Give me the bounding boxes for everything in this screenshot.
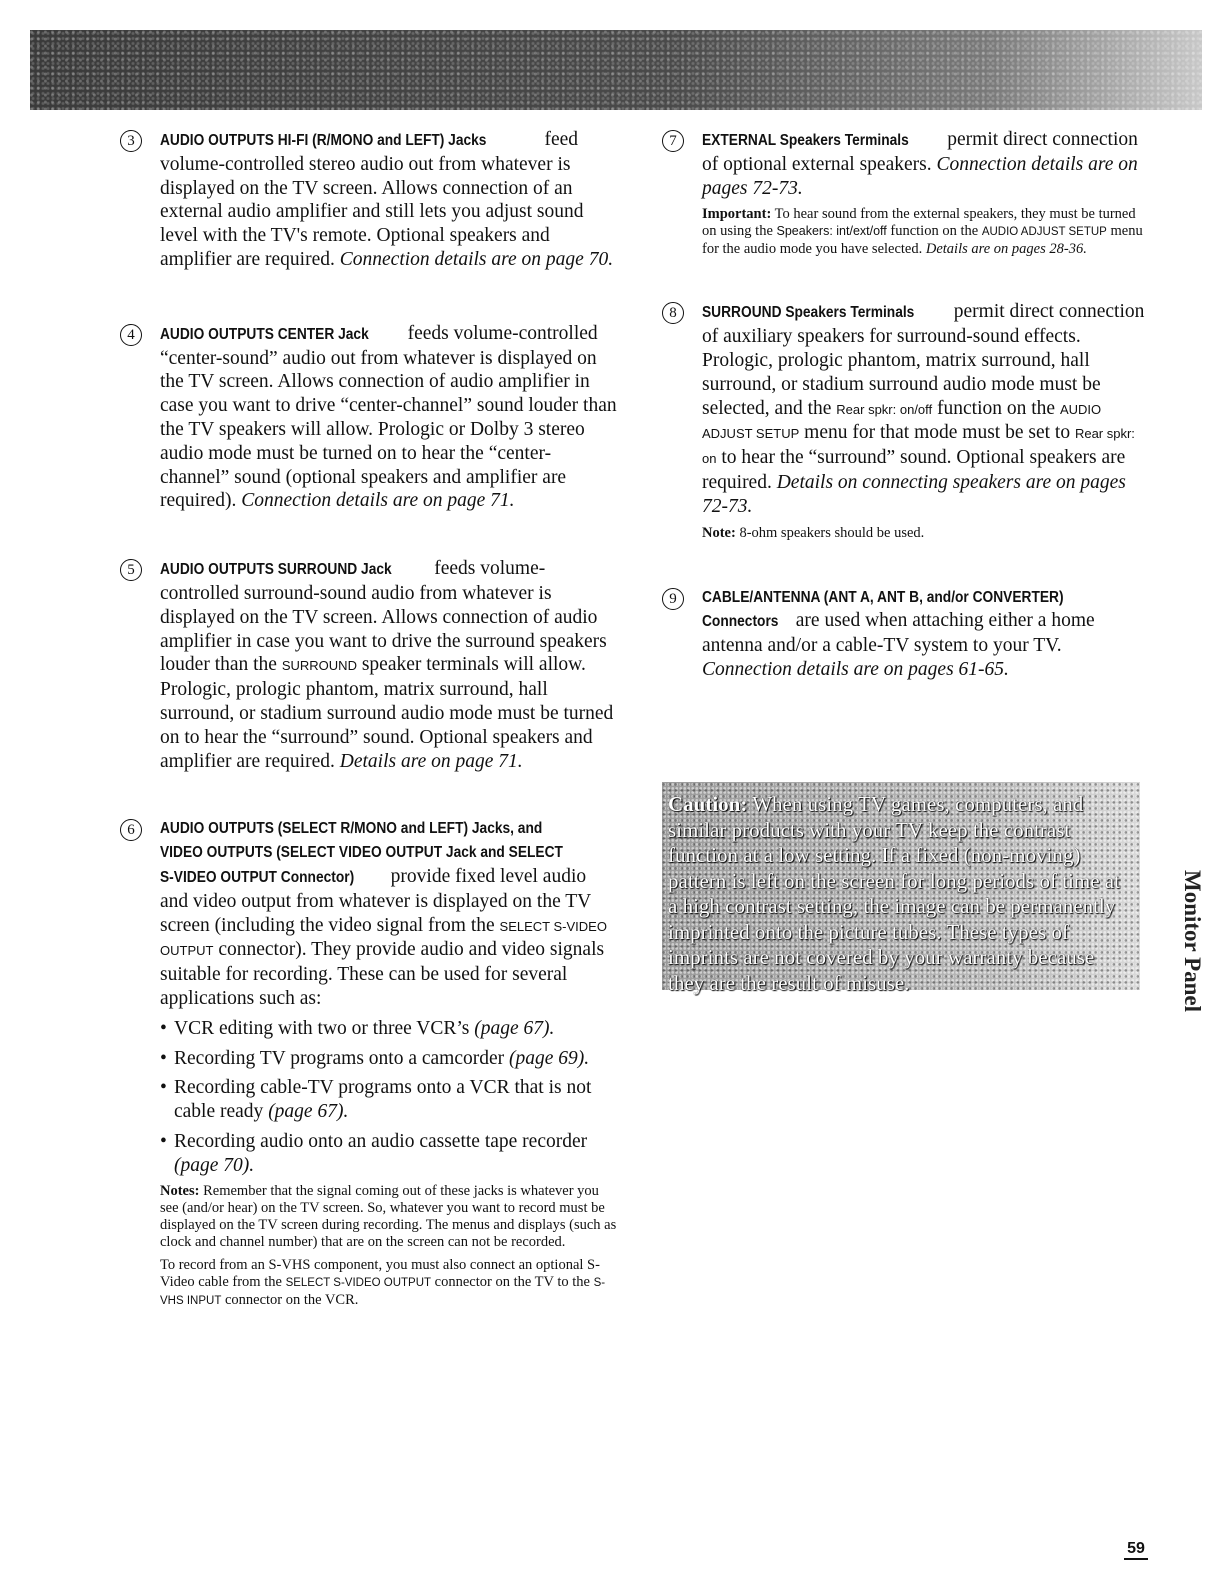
- item-body: permit direct connection of optional external speakers.: [702, 129, 1138, 175]
- item-body: speaker terminals will allow. Prologic, prologic phantom, matrix surround, hall surround, or stadium surround audio mode must be turned on to hear the “surround” sound. Optional speakers and amplifier are required.: [160, 654, 614, 772]
- item-body: permit direct connection of auxiliary speakers for surround-sound effects. Prologic, prologic phantom, matrix surround, hall surround, or stadium surround audio mode must be selected, and the: [702, 301, 1145, 419]
- item-6: [118, 817, 618, 1310]
- svhs-paragraph: To record from an S-VHS component, you must also connect an optional S-Video cable from the SELECT S-VIDEO OUTPUT connector on the TV to the S-VHS INPUT connector on the VCR.: [160, 1257, 606, 1309]
- item-heading: AUDIO OUTPUTS HI-FI (R/MONO and LEFT) Jacks: [160, 132, 487, 149]
- item-4: [118, 322, 618, 513]
- item-reference: Details on connecting speakers are on pages 72-73.: [702, 471, 1126, 517]
- notes-paragraph: [118, 1183, 618, 1251]
- item-heading-line-1: CABLE/ANTENNA (ANT A, ANT B, and/or CONVERTER): [702, 588, 1064, 606]
- small-caps-term: Rear spkr: on: [702, 426, 1135, 467]
- right-column: [660, 128, 1145, 682]
- item-body: provide fixed level audio and video output from whatever is displayed on the TV screen (including the video signal from the: [160, 865, 591, 936]
- item-7: [660, 128, 1145, 258]
- item-reference: Connection details are on page 71.: [241, 490, 515, 512]
- item-3: [118, 128, 618, 272]
- list-item: • Recording TV programs onto a camcorder (page 69).: [160, 1047, 618, 1071]
- notes-label: Notes:: [160, 1183, 200, 1200]
- list-item: • Recording cable-TV programs onto a VCR that is not cable ready (page 67).: [160, 1076, 618, 1124]
- item-number-6: 6: [120, 819, 142, 841]
- item-number-9: 9: [662, 588, 684, 610]
- caution-label: Caution:: [668, 792, 748, 816]
- speaker-note: Note: 8-ohm speakers should be used.: [702, 524, 925, 541]
- item-9: [660, 586, 1145, 682]
- small-caps-term: SURROUND: [281, 658, 357, 674]
- item-heading: SURROUND Speakers Terminals: [702, 304, 915, 322]
- item-body: are used when attaching either a home antenna and/or a cable-TV system to your TV.: [702, 610, 1095, 657]
- small-caps-term: Rear spkr: on/off: [836, 401, 933, 417]
- item-heading: AUDIO OUTPUTS SURROUND Jack: [160, 561, 392, 579]
- item-body: connector). They provide audio and video signals suitable for recording. These can be used for several applications such as:: [160, 939, 605, 1009]
- list-item: • Recording audio onto an audio cassette tape recorder (page 70).: [160, 1130, 618, 1178]
- item-reference: Connection details are on pages 61-65.: [702, 658, 1009, 680]
- notes-text: Remember that the signal coming out of these jacks is whatever you see (and/or hear) on the TV screen. So, whatever you want to record must be displayed on the TV screen during recording. The menus and displays (such as clock and channel number) that are on the screen can not be recorded.: [160, 1183, 617, 1251]
- item-5: [118, 557, 618, 773]
- item-heading: EXTERNAL Speakers Terminals: [702, 132, 909, 149]
- left-column: [118, 128, 618, 1310]
- item-body: function on the: [932, 397, 1060, 419]
- item-number-4: 4: [120, 324, 142, 346]
- small-caps-term: AUDIO ADJUST SETUP: [702, 401, 1102, 442]
- section-tab-label: Monitor Panel: [1180, 870, 1205, 1013]
- item-number-7: 7: [662, 130, 684, 152]
- item-number-3: 3: [120, 130, 142, 152]
- item-heading-line-1: AUDIO OUTPUTS (SELECT R/MONO and LEFT) Jacks, and: [160, 820, 543, 838]
- item-body: feeds volume-controlled surround-sound audio from whatever is displayed on the TV screen. Allows connection of audio amplifier in case you want to drive the surround speakers louder than the: [160, 558, 607, 676]
- applications-list: [160, 1017, 618, 1178]
- item-body: to hear the “surround” sound. Optional speakers are required.: [702, 447, 1126, 493]
- item-heading-line-3: S-VIDEO OUTPUT Connector): [160, 868, 355, 886]
- note-label: Note:: [702, 524, 736, 541]
- caution-box: [662, 782, 1140, 995]
- item-reference: Connection details are on page 70.: [339, 248, 614, 270]
- important-label: Important:: [702, 206, 772, 223]
- item-8: [660, 300, 1145, 541]
- list-item: • VCR editing with two or three VCR’s (page 67).: [160, 1017, 618, 1041]
- item-body: feed volume-controlled stereo audio out from whatever is displayed on the TV screen. Allows connection of an external audio amplifier and still lets you adjust sound level with the TV's remote. Optional speakers and amplifier are required.: [160, 129, 584, 270]
- item-heading-line-2: Connectors: [702, 613, 779, 631]
- item-heading: AUDIO OUTPUTS CENTER Jack: [160, 325, 369, 343]
- item-body: feeds volume-controlled “center-sound” audio out from whatever is displayed on the TV screen. Allows connection of audio amplifier in case you want to drive “center-channel” sound louder than the TV speakers will allow. Prologic or Dolby 3 stereo audio mode must be turned on to hear the “center-channel” sound (optional speakers and amplifier are required).: [160, 322, 617, 512]
- header-banner: [30, 30, 1202, 110]
- item-heading-line-2: VIDEO OUTPUTS (SELECT VIDEO OUTPUT Jack and SELECT: [160, 844, 563, 862]
- page-number: 59: [1124, 1540, 1148, 1560]
- important-note: Important: To hear sound from the external speakers, they must be turned on using the Speakers: int/ext/off function on the AUDIO ADJUST SETUP menu for the audio mode you have selected. Details are on pages 28-36.: [702, 206, 1143, 258]
- caution-text: When using TV games, computers, and similar products with your TV keep the contrast function at a low setting. If a fixed (non-moving) pattern is left on the screen for long periods of time at a high contrast setting, the image can be permanently imprinted onto the picture tubes. These types of imprints are not covered by your warranty because they are the result of misuse.: [668, 792, 1120, 995]
- small-caps-term: SELECT S-VIDEO OUTPUT: [160, 918, 607, 959]
- item-body: menu for that mode must be set to: [799, 422, 1075, 444]
- section-tab: [1172, 870, 1212, 1070]
- item-number-8: 8: [662, 302, 684, 324]
- item-reference: Details are on page 71.: [339, 750, 523, 772]
- item-reference: Connection details are on pages 72-73.: [702, 153, 1138, 199]
- item-number-5: 5: [120, 559, 142, 581]
